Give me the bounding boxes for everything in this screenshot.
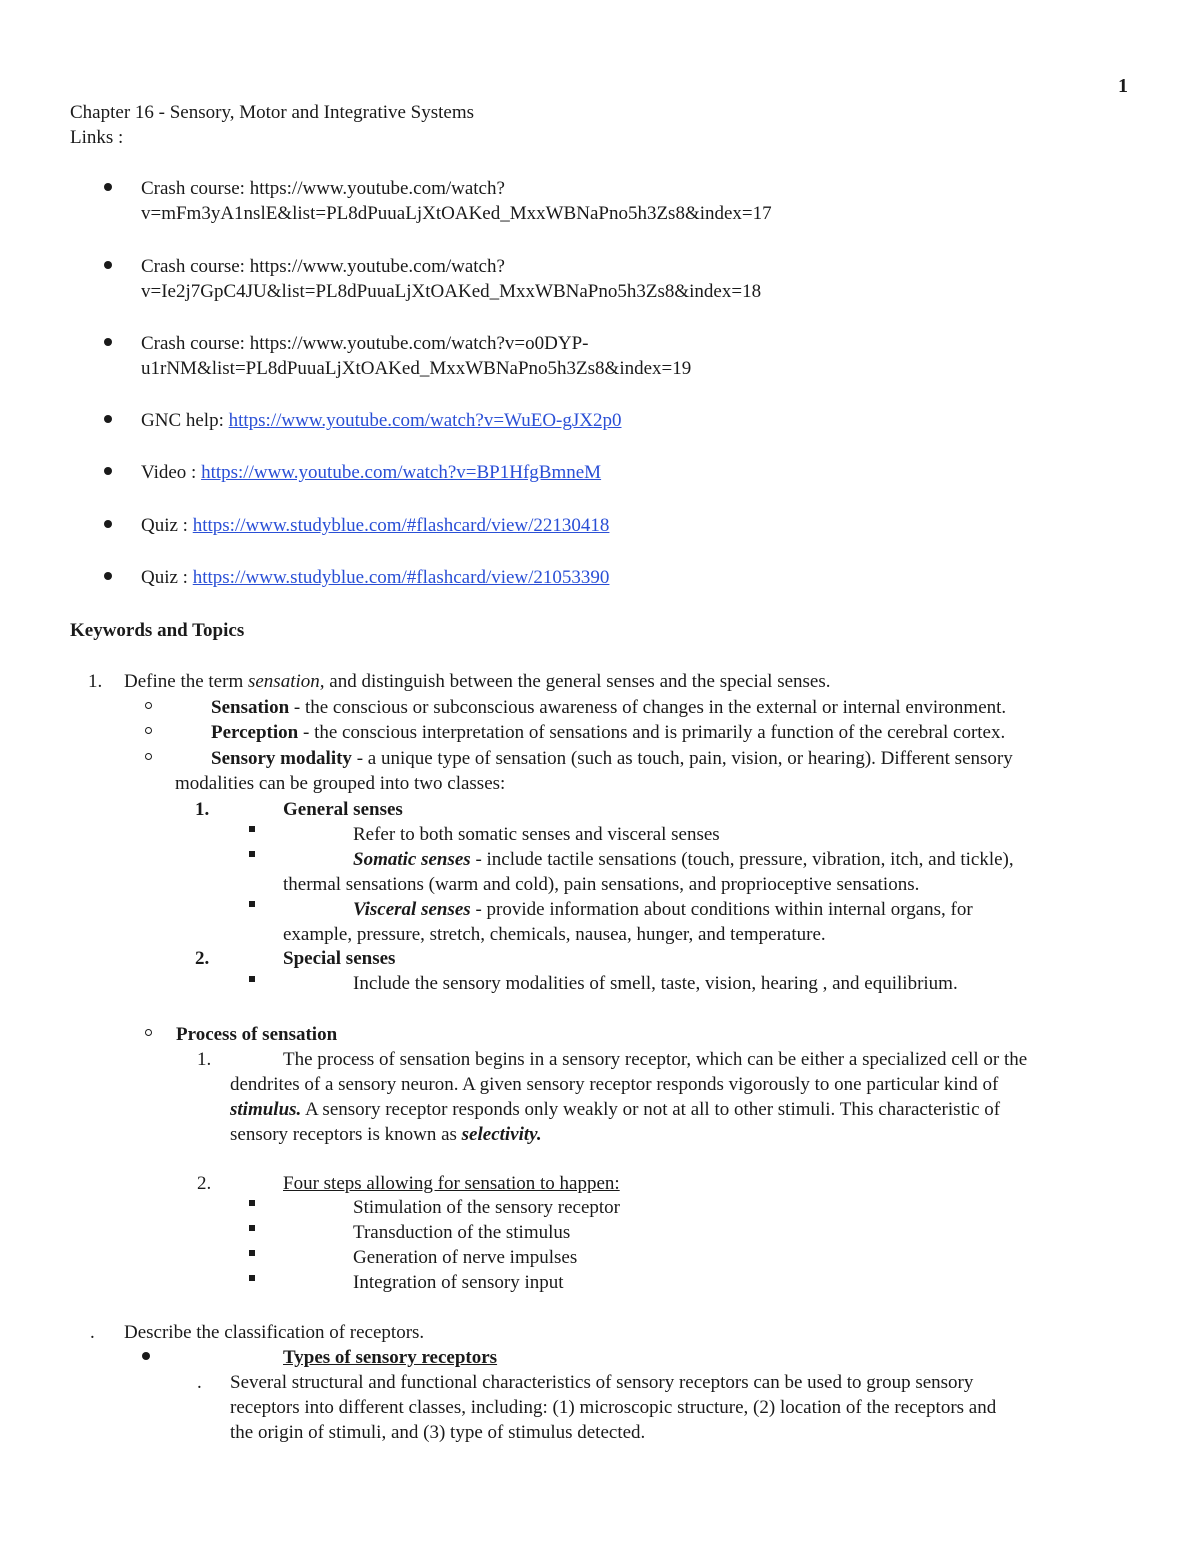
square-bullet-icon — [249, 1250, 255, 1256]
bullet-icon — [104, 338, 112, 346]
general-senses-number: 1. — [195, 799, 210, 820]
step-item: Generation of nerve impulses — [353, 1247, 578, 1268]
receptors-paragraph-line3: the origin of stimuli, and (3) type of stimulus detected. — [230, 1422, 646, 1443]
step-item: Integration of sensory input — [353, 1272, 564, 1293]
link-2-url-line2: v=Ie2j7GpC4JU&list=PL8dPuuaLjXtOAKed_MxxWBNaPno5h3Zs8&index=18 — [141, 281, 762, 302]
process-paragraph-line1: The process of sensation begins in a sensory receptor, which can be either a specialized cell or the — [283, 1049, 1028, 1070]
link-item-3: Crash course: https://www.youtube.com/watch?v=o0DYP- — [141, 333, 589, 354]
step-item: Stimulation of the sensory receptor — [353, 1197, 620, 1218]
square-bullet-icon — [249, 826, 255, 832]
receptors-paragraph-line2: receptors into different classes, including: (1) microscopic structure, (2) location of the receptors and — [230, 1397, 997, 1418]
circle-bullet-icon — [145, 727, 152, 734]
somatic-senses: Somatic senses - include tactile sensations (touch, pressure, vibration, itch, and tickle), — [353, 849, 1014, 870]
process-paragraph-line4: sensory receptors is known as selectivity. — [230, 1124, 542, 1145]
general-senses-title: General senses — [283, 799, 403, 820]
link-1-url-line1: https://www.youtube.com/watch? — [249, 178, 505, 199]
visceral-senses-cont: example, pressure, stretch, chemicals, nausea, hunger, and temperature. — [283, 924, 826, 945]
somatic-senses-cont: thermal sensations (warm and cold), pain sensations, and proprioceptive sensations. — [283, 874, 920, 895]
quiz-link-2[interactable]: https://www.studyblue.com/#flashcard/view/21053390 — [192, 567, 610, 588]
step-item: Transduction of the stimulus — [353, 1222, 571, 1243]
link-2-url-line1: https://www.youtube.com/watch? — [249, 256, 505, 277]
video-link[interactable]: https://www.youtube.com/watch?v=BP1HfgBmneM — [201, 462, 602, 483]
bullet-icon — [104, 261, 112, 269]
sensation-definition: Sensation - the conscious or subconscious awareness of changes in the external or internal environment. — [211, 697, 1007, 718]
links-label: Links : — [70, 127, 124, 148]
circle-bullet-icon — [145, 1029, 152, 1036]
link-3-url-line1: https://www.youtube.com/watch?v=o0DYP- — [249, 333, 589, 354]
square-bullet-icon — [249, 851, 255, 857]
bullet-icon — [104, 183, 112, 191]
bullet-icon — [104, 520, 112, 528]
link-item-1: Crash course: https://www.youtube.com/watch? — [141, 178, 505, 199]
square-bullet-icon — [249, 1200, 255, 1206]
process-of-sensation-title: Process of sensation — [176, 1024, 338, 1045]
link-item-7: Quiz : https://www.studyblue.com/#flashcard/view/21053390 — [141, 567, 610, 588]
receptors-paragraph-line1: Several structural and functional characteristics of sensory receptors can be used to group sensory — [230, 1372, 974, 1393]
process-paragraph-line3: stimulus. A sensory receptor responds only weakly or not at all to other stimuli. This characteristic of — [230, 1099, 1001, 1120]
link-item-4: GNC help: https://www.youtube.com/watch?v=WuEO-gJX2p0 — [141, 410, 622, 431]
link-3-url-line2: u1rNM&list=PL8dPuuaLjXtOAKed_MxxWBNaPno5h3Zs8&index=19 — [141, 358, 692, 379]
special-senses-title: Special senses — [283, 948, 396, 969]
modality-definition-cont: modalities can be grouped into two classes: — [175, 773, 506, 794]
link-item-5: Video : https://www.youtube.com/watch?v=BP1HfgBmneM — [141, 462, 602, 483]
bullet-icon — [104, 467, 112, 475]
item-1-text: Define the term sensation, and distinguish between the general senses and the special senses. — [124, 671, 831, 692]
four-steps-title: Four steps allowing for sensation to happen: — [283, 1173, 620, 1194]
bullet-icon — [142, 1352, 150, 1360]
quiz-link-1[interactable]: https://www.studyblue.com/#flashcard/view/22130418 — [192, 515, 610, 536]
types-of-receptors-title: Types of sensory receptors — [283, 1347, 498, 1368]
page-number: 1 — [1118, 75, 1128, 97]
item-2-number: . — [90, 1322, 95, 1343]
square-bullet-icon — [249, 1275, 255, 1281]
circle-bullet-icon — [145, 753, 152, 760]
visceral-senses: Visceral senses - provide information about conditions within internal organs, for — [353, 899, 973, 920]
square-bullet-icon — [249, 1225, 255, 1231]
special-senses-text: Include the sensory modalities of smell, taste, vision, hearing , and equilibrium. — [353, 973, 958, 994]
item-2-text: Describe the classification of receptors. — [124, 1322, 425, 1343]
item-2-sub-number: . — [197, 1372, 202, 1393]
perception-definition: Perception - the conscious interpretation of sensations and is primarily a function of the cerebral cortex. — [211, 722, 1006, 743]
special-senses-number: 2. — [195, 948, 210, 969]
item-1-number: 1. — [88, 671, 103, 692]
modality-definition: Sensory modality - a unique type of sensation (such as touch, pain, vision, or hearing). Different sensory — [211, 748, 1013, 769]
bullet-icon — [104, 572, 112, 580]
gnc-help-link[interactable]: https://www.youtube.com/watch?v=WuEO-gJX2p0 — [228, 410, 622, 431]
general-senses-refer: Refer to both somatic senses and visceral senses — [353, 824, 720, 845]
process-paragraph-line2: dendrites of a sensory neuron. A given sensory receptor responds vigorously to one particular kind of — [230, 1074, 999, 1095]
process-step-1-number: 1. — [197, 1049, 212, 1070]
link-item-6: Quiz : https://www.studyblue.com/#flashcard/view/22130418 — [141, 515, 610, 536]
chapter-title: Chapter 16 - Sensory, Motor and Integrative Systems — [70, 102, 475, 123]
keywords-heading: Keywords and Topics — [70, 620, 245, 641]
circle-bullet-icon — [145, 702, 152, 709]
link-1-url-line2: v=mFm3yA1nslE&list=PL8dPuuaLjXtOAKed_MxxWBNaPno5h3Zs8&index=17 — [141, 203, 772, 224]
square-bullet-icon — [249, 901, 255, 907]
bullet-icon — [104, 415, 112, 423]
square-bullet-icon — [249, 976, 255, 982]
link-item-2: Crash course: https://www.youtube.com/watch? — [141, 256, 505, 277]
process-step-2-number: 2. — [197, 1173, 212, 1194]
